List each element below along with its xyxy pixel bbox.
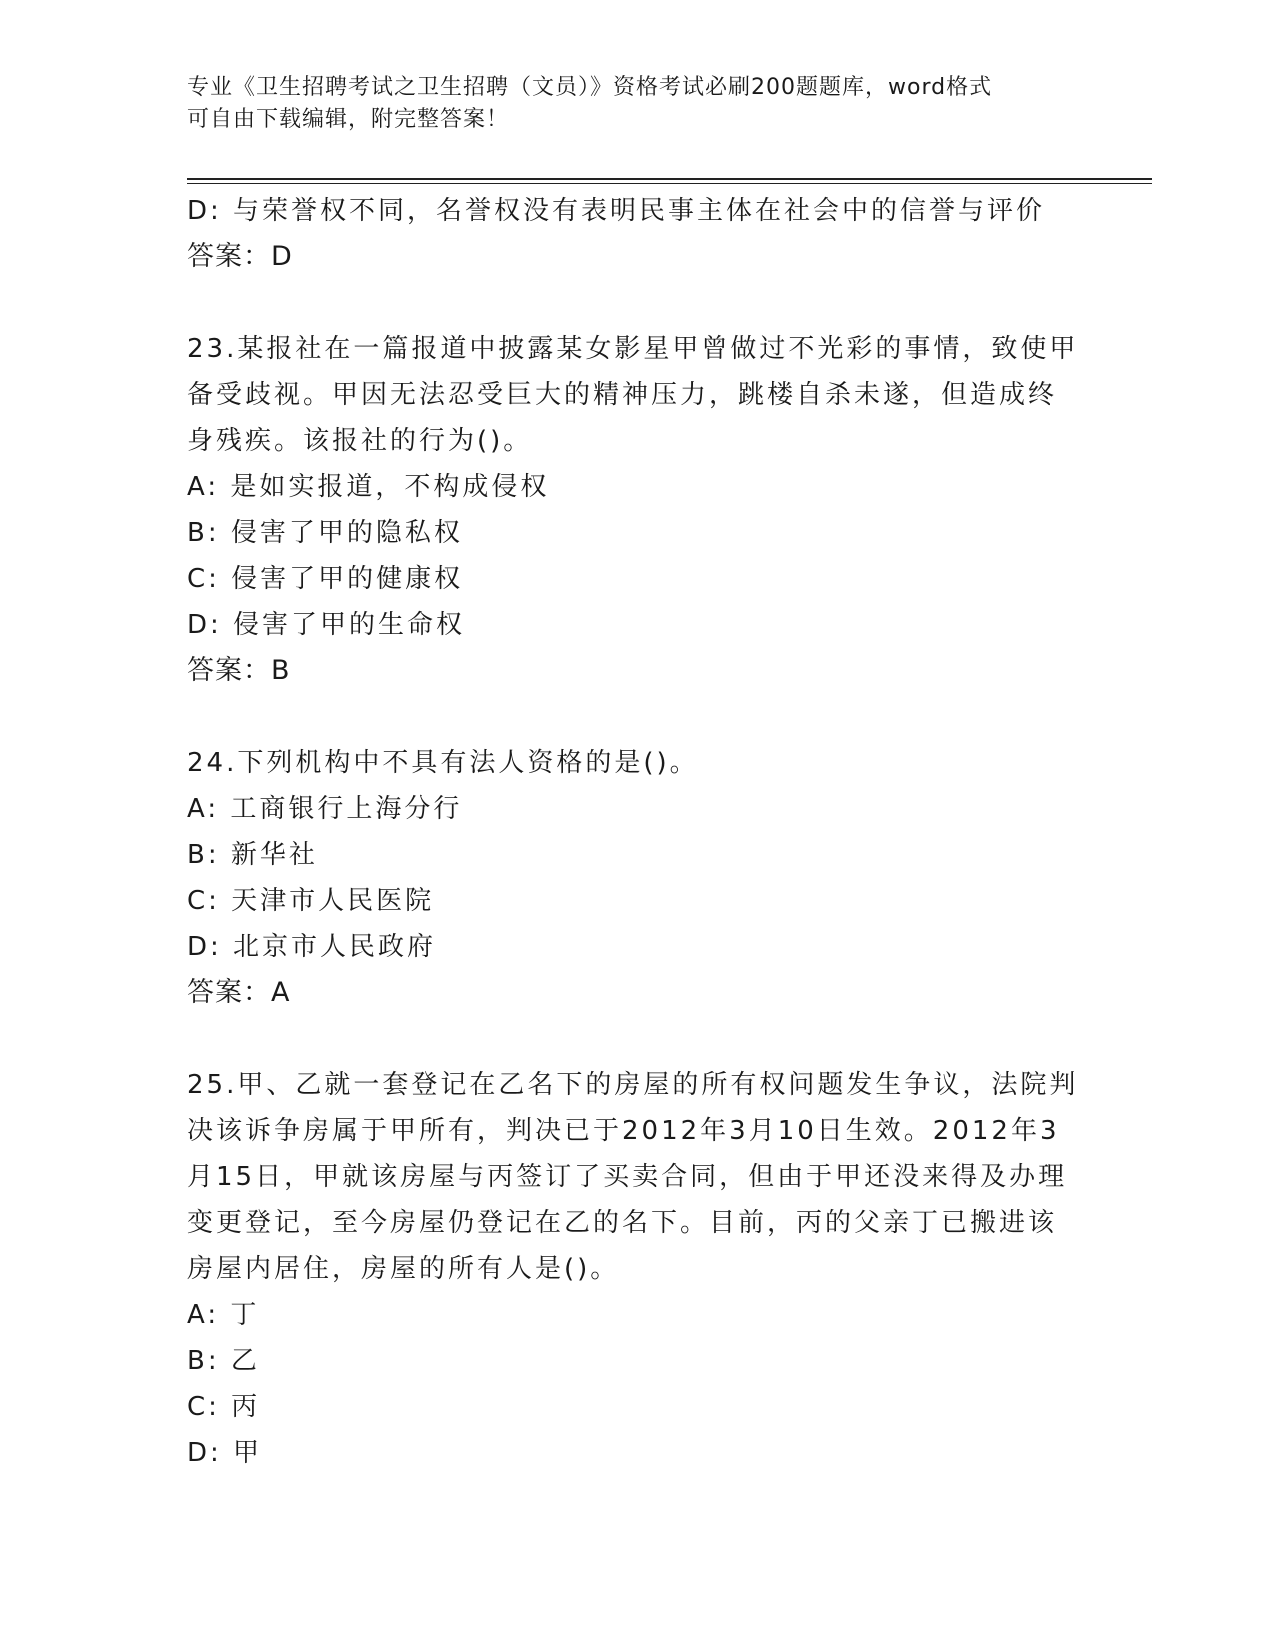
q25-option-a: A: 丁 [187,1300,260,1330]
q25-option-b: B: 乙 [187,1346,260,1376]
header-divider-thick [187,178,1152,180]
spacer [187,694,1087,740]
header-line-1: 专业《卫生招聘考试之卫生招聘（文员）》资格考试必刷200题题库，word格式 [187,75,993,100]
q25-option-c: C: 丙 [187,1392,261,1422]
question-22-tail [187,188,1087,280]
q23-option-d: D: 侵害了甲的生命权 [187,610,466,640]
q25-stem-line-1: 25.甲、乙就一套登记在乙名下的房屋的所有权问题发生争议，法院判 [187,1070,1079,1100]
q24-stem-line-1: 24.下列机构中不具有法人资格的是()。 [187,748,699,778]
q23-option-c: C: 侵害了甲的健康权 [187,564,464,594]
q23-answer: 答案：B [187,655,291,686]
q22-option-d: D: 与荣誉权不同，名誉权没有表明民事主体在社会中的信誉与评价 [187,196,1046,226]
q22-answer: 答案：D [187,241,293,272]
header-line-2: 可自由下载编辑，附完整答案！ [187,107,510,132]
spacer [187,280,1087,326]
q25-stem-line-2: 决该诉争房属于甲所有，判决已于2012年3月10日生效。2012年3 [187,1116,1060,1146]
question-body [187,188,1087,1476]
header-divider-thin [187,183,1152,184]
q25-stem-line-3: 月15日，甲就该房屋与丙签订了买卖合同，但由于甲还没来得及办理 [187,1162,1068,1192]
question-24 [187,740,1087,1016]
document-header [187,72,1067,136]
q23-stem-line-1: 23.某报社在一篇报道中披露某女影星甲曾做过不光彩的事情，致使甲 [187,334,1079,364]
q23-option-a: A: 是如实报道，不构成侵权 [187,472,550,502]
q25-stem-line-4: 变更登记，至今房屋仍登记在乙的名下。目前，丙的父亲丁已搬进该 [187,1208,1058,1238]
q24-option-d: D: 北京市人民政府 [187,932,437,962]
q24-answer: 答案：A [187,977,291,1008]
q24-option-a: A: 工商银行上海分行 [187,794,463,824]
q24-option-b: B: 新华社 [187,840,318,870]
spacer [187,1016,1087,1062]
q23-option-b: B: 侵害了甲的隐私权 [187,518,463,548]
q24-option-c: C: 天津市人民医院 [187,886,435,916]
question-25 [187,1062,1087,1476]
q23-stem-line-3: 身残疾。该报社的行为()。 [187,426,533,456]
q25-option-d: D: 甲 [187,1438,263,1468]
question-23 [187,326,1087,694]
q25-stem-line-5: 房屋内居住，房屋的所有人是()。 [187,1254,620,1284]
q23-stem-line-2: 备受歧视。甲因无法忍受巨大的精神压力，跳楼自杀未遂，但造成终 [187,380,1058,410]
